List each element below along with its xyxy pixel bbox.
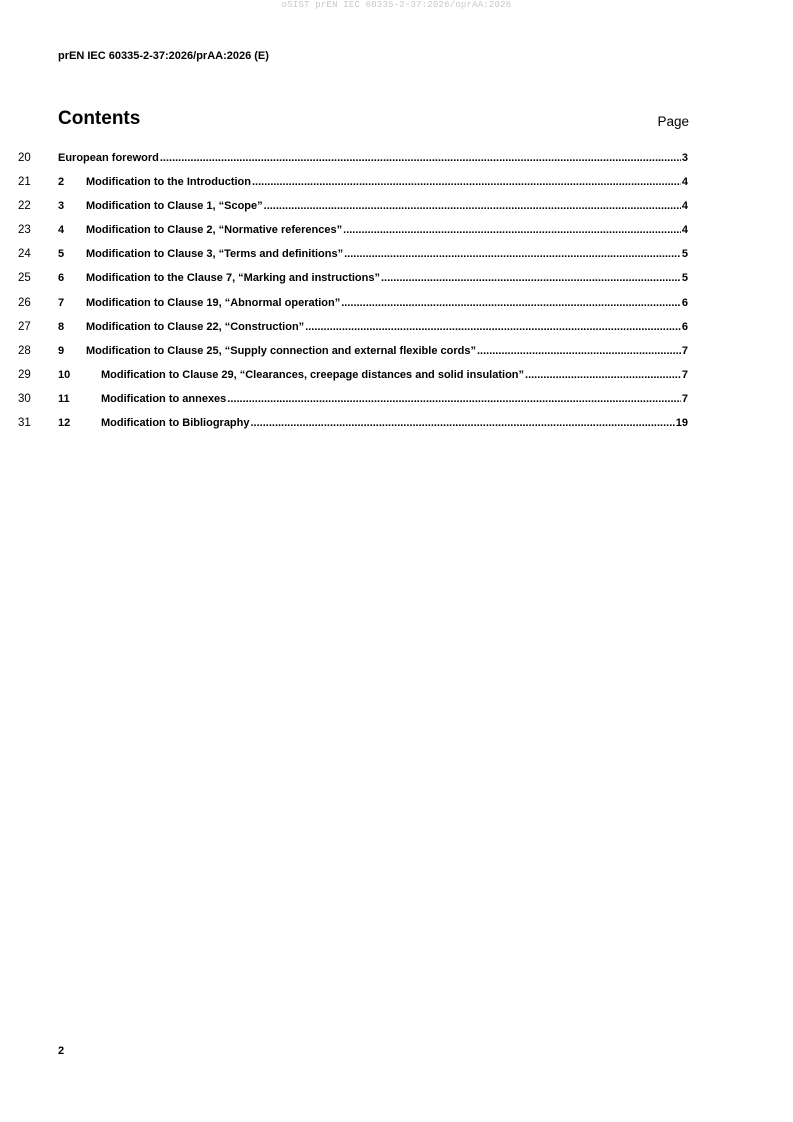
toc-entry-clause-10[interactable] bbox=[58, 369, 688, 381]
dot-leader bbox=[264, 200, 681, 212]
toc-entry-page: 19 bbox=[675, 417, 688, 430]
toc-entry-title: European foreword bbox=[58, 152, 159, 164]
toc-entry-european-foreword[interactable] bbox=[58, 152, 688, 164]
line-number: 30 bbox=[18, 392, 31, 405]
line-number: 20 bbox=[18, 152, 31, 164]
line-number: 28 bbox=[18, 344, 31, 357]
watermark: oSIST prEN IEC 60335-2-37:2026/oprAA:2026 bbox=[281, 0, 512, 10]
toc-row bbox=[0, 172, 793, 196]
toc-entry-number: 11 bbox=[58, 392, 70, 405]
toc-entry-number: 12 bbox=[58, 417, 71, 430]
toc-entry-page: 4 bbox=[681, 224, 688, 237]
dot-leader bbox=[251, 417, 675, 429]
line-number: 26 bbox=[18, 296, 31, 309]
toc-entry-clause-7[interactable] bbox=[58, 297, 688, 309]
line-number: 24 bbox=[18, 248, 31, 261]
toc-entry-page: 6 bbox=[681, 320, 688, 333]
toc-entry-page: 7 bbox=[681, 368, 688, 381]
table-of-contents bbox=[0, 148, 793, 437]
toc-entry-page: 5 bbox=[681, 272, 688, 285]
toc-row bbox=[0, 389, 793, 413]
toc-row bbox=[0, 341, 793, 365]
toc-entry-page: 7 bbox=[681, 344, 688, 357]
line-number: 22 bbox=[18, 200, 31, 213]
contents-title: Contents bbox=[58, 108, 141, 129]
toc-row bbox=[0, 196, 793, 220]
toc-entry-number: 9 bbox=[58, 344, 65, 357]
toc-entry-clause-4[interactable] bbox=[58, 224, 688, 236]
toc-row bbox=[0, 268, 793, 292]
line-number: 21 bbox=[18, 176, 31, 189]
toc-entry-number: 10 bbox=[58, 368, 71, 381]
dot-leader bbox=[227, 393, 681, 405]
toc-entry-title: Modification to Clause 19, “Abnormal operation” bbox=[86, 296, 341, 309]
dot-leader bbox=[381, 272, 681, 284]
toc-entry-page: 3 bbox=[681, 152, 688, 164]
page-number: 2 bbox=[58, 1045, 65, 1057]
toc-entry-title: Modification to Clause 1, “Scope” bbox=[86, 200, 263, 213]
line-number: 25 bbox=[18, 272, 31, 285]
line-number: 31 bbox=[18, 417, 31, 430]
dot-leader bbox=[344, 248, 681, 260]
toc-entry-title: Modification to Bibliography bbox=[101, 417, 250, 430]
toc-entry-title: Modification to Clause 22, “Construction” bbox=[86, 320, 305, 333]
line-number: 23 bbox=[18, 224, 31, 237]
dot-leader bbox=[525, 369, 681, 381]
document-header: prEN IEC 60335-2-37:2026/prAA:2026 (E) bbox=[58, 50, 269, 62]
toc-entry-clause-12[interactable] bbox=[58, 417, 688, 429]
dot-leader bbox=[305, 321, 681, 333]
toc-entry-title: Modification to annexes bbox=[101, 392, 227, 405]
toc-entry-clause-5[interactable] bbox=[58, 248, 688, 260]
toc-row bbox=[0, 148, 793, 172]
toc-entry-number: 4 bbox=[58, 224, 65, 237]
toc-entry-clause-8[interactable] bbox=[58, 321, 688, 333]
toc-entry-title: Modification to the Introduction bbox=[86, 176, 251, 189]
toc-entry-title: Modification to Clause 29, “Clearances, creepage distances and solid insulation” bbox=[101, 368, 525, 381]
line-number: 27 bbox=[18, 320, 31, 333]
toc-entry-page: 4 bbox=[681, 176, 688, 189]
page-column-heading: Page bbox=[657, 114, 689, 129]
toc-entry-clause-3[interactable] bbox=[58, 200, 688, 212]
dot-leader bbox=[477, 345, 681, 357]
toc-entry-clause-2[interactable] bbox=[58, 176, 688, 188]
line-number: 29 bbox=[18, 368, 31, 381]
toc-row bbox=[0, 244, 793, 268]
toc-row bbox=[0, 413, 793, 437]
toc-row bbox=[0, 220, 793, 244]
toc-entry-page: 6 bbox=[681, 296, 688, 309]
toc-entry-page: 4 bbox=[681, 200, 688, 213]
toc-entry-clause-11[interactable] bbox=[58, 393, 688, 405]
toc-entry-title: Modification to the Clause 7, “Marking and instructions” bbox=[86, 272, 380, 285]
toc-row bbox=[0, 317, 793, 341]
dot-leader bbox=[252, 176, 681, 188]
toc-row bbox=[0, 365, 793, 389]
toc-entry-number: 7 bbox=[58, 296, 65, 309]
toc-row bbox=[0, 293, 793, 317]
toc-entry-page: 5 bbox=[681, 248, 688, 261]
toc-entry-number: 8 bbox=[58, 320, 65, 333]
dot-leader bbox=[341, 297, 681, 309]
toc-entry-title: Modification to Clause 3, “Terms and definitions” bbox=[86, 248, 344, 261]
toc-entry-number: 5 bbox=[58, 248, 65, 261]
dot-leader bbox=[160, 152, 681, 164]
toc-entry-number: 2 bbox=[58, 176, 65, 189]
toc-entry-title: Modification to Clause 2, “Normative references” bbox=[86, 224, 343, 237]
toc-entry-title: Modification to Clause 25, “Supply connection and external flexible cords” bbox=[86, 344, 476, 357]
toc-entry-clause-6[interactable] bbox=[58, 272, 688, 284]
toc-entry-number: 6 bbox=[58, 272, 65, 285]
toc-entry-clause-9[interactable] bbox=[58, 345, 688, 357]
toc-entry-number: 3 bbox=[58, 200, 65, 213]
toc-entry-page: 7 bbox=[681, 392, 688, 405]
dot-leader bbox=[343, 224, 681, 236]
